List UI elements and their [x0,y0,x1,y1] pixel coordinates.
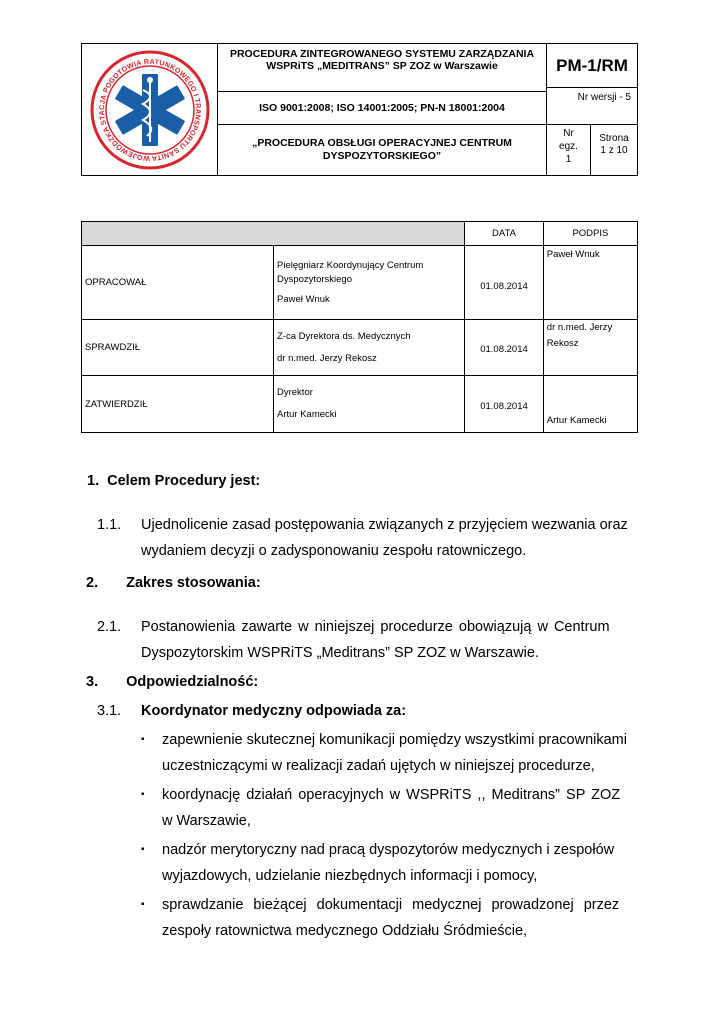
signature-text: dr n.med. Jerzy [546,322,613,333]
position-line: Dyspozytorskiego [277,273,352,285]
position-line: Pielęgniarz Koordynujący Centrum [277,259,424,271]
iso-standards: ISO 9001:2008; ISO 14001:2005; PN-N 18001:2004 [218,92,547,125]
procedure-title-line1: „PROCEDURA OBSŁUGI OPERACYJNEJ CENTRUM [252,137,512,149]
copy-label-2: egz. [559,141,578,152]
version-number: Nr wersji - 5 [547,88,637,125]
header-blank [82,222,465,246]
section-heading [86,570,638,596]
approval-row [82,376,638,433]
bullet-item [86,892,638,944]
bullet-item [86,782,638,834]
section-number: 1. [87,473,100,489]
section-heading [86,669,638,695]
bullet-line: zespoły ratownictwa medycznego Oddziału Śródmieście, [162,923,528,939]
date-cell: 01.08.2014 [465,376,544,433]
section-title: Odpowiedzialność: [126,674,259,690]
paragraph-line: wydaniem decyzji o zadysponowaniu zespołu ratowniczego. [141,543,527,559]
role-cell: SPRAWDZIŁ [82,320,274,376]
page-label: Strona [599,133,629,144]
person-name: Artur Kamecki [277,409,337,420]
bullet-icon: ▪ [141,899,145,910]
section-number: 2. [86,575,99,591]
procedure-body [86,468,638,944]
section-heading [87,468,638,494]
document-header [81,43,638,176]
position-cell [274,376,465,433]
logo-ring-text: WOJEWÓDZKA STACJA POGOTOWIA RATUNKOWEGO I TRANSPORTU SANITA [96,56,204,164]
bullet-line: w Warszawie, [162,813,251,829]
bullet-item [86,837,638,889]
signature-text: Artur Kamecki [546,415,607,426]
section-title: Celem Procedury jest: [107,473,261,489]
bullet-item [86,727,638,779]
bullet-icon: ▪ [141,734,145,745]
signature-cell [543,320,637,376]
role-cell: OPRACOWAŁ [82,246,274,320]
position-line: Z-ca Dyrektora ds. Medycznych [277,330,411,342]
procedure-title [218,125,547,175]
date-cell: 01.08.2014 [465,320,544,376]
section-number: 3. [86,674,99,690]
bullet-line: uczestniczącymi w realizacji zadań ujętych w niniejszej procedurze, [162,758,595,774]
procedure-code: PM-1/RM [547,44,637,88]
signature-header: PODPIS [543,222,637,246]
bullet-icon: ▪ [141,844,145,855]
copy-number [547,125,591,175]
position-cell [274,246,465,320]
approval-row [82,320,638,376]
approval-row [82,246,638,320]
copy-value: 1 [565,154,572,165]
bullet-line: sprawdzanie bieżącej dokumentacji medycznej prowadzonej przez [162,897,620,913]
position-cell [274,320,465,376]
bullet-icon: ▪ [141,789,145,800]
role-cell: ZATWIERDZIŁ [82,376,274,433]
bullet-line: nadzór merytoryczny nad pracą dyspozytorów medycznych i zespołów [162,842,615,858]
position-line: Dyrektor [277,387,313,398]
bullet-line: koordynację działań operacyjnych w WSPRiTS ,, Meditrans” SP ZOZ [162,787,621,803]
paragraph-line: Postanowienia zawarte w niniejszej procedurze obowiązują w Centrum [141,619,610,635]
date-cell: 01.08.2014 [465,246,544,320]
page-value: 1 z 10 [600,145,628,156]
signature-cell [543,376,637,433]
signature-cell [543,246,637,320]
procedure-title-line2: DYSPOZYTORSKIEGO” [322,150,442,162]
section-title: Zakres stosowania: [126,575,261,591]
system-title [218,44,547,92]
system-title-line1: PROCEDURA ZINTEGROWANEGO SYSTEMU ZARZĄDZANIA [229,48,535,60]
star-of-life-logo-icon [82,44,218,175]
signature-text: Rekosz [546,338,579,349]
bullet-line: wyjazdowych, udzielanie niezbędnych informacji i pomocy, [162,868,538,884]
bullet-line: zapewnienie skutecznej komunikacji pomiędzy wszystkimi pracownikami [162,732,627,748]
date-header: DATA [465,222,544,246]
subsection [86,614,638,666]
system-title-line2: WSPRiTS „MEDITRANS” SP ZOZ w Warszawie [266,60,498,72]
logo [82,44,218,175]
person-name: dr n.med. Jerzy Rekosz [277,352,377,364]
paragraph-line: Ujednolicenie zasad postępowania związanych z przyjęciem wezwania oraz [141,517,628,533]
approval-header-row [82,222,638,246]
approval-table [81,221,638,433]
copy-label-1: Nr [563,128,574,139]
signature-text: Paweł Wnuk [546,249,600,260]
subsection-heading [86,698,638,724]
subsection-title: Koordynator medyczny odpowiada za: [141,703,407,719]
subsection-number: 3.1. [97,703,122,719]
subsection [86,512,638,564]
person-name: Paweł Wnuk [277,293,330,305]
paragraph-line: Dyspozytorskim WSPRiTS „Meditrans” SP ZOZ w Warszawie. [141,645,539,661]
subsection-number: 2.1. [97,619,122,635]
subsection-number: 1.1. [97,517,122,533]
page-number [591,125,637,175]
